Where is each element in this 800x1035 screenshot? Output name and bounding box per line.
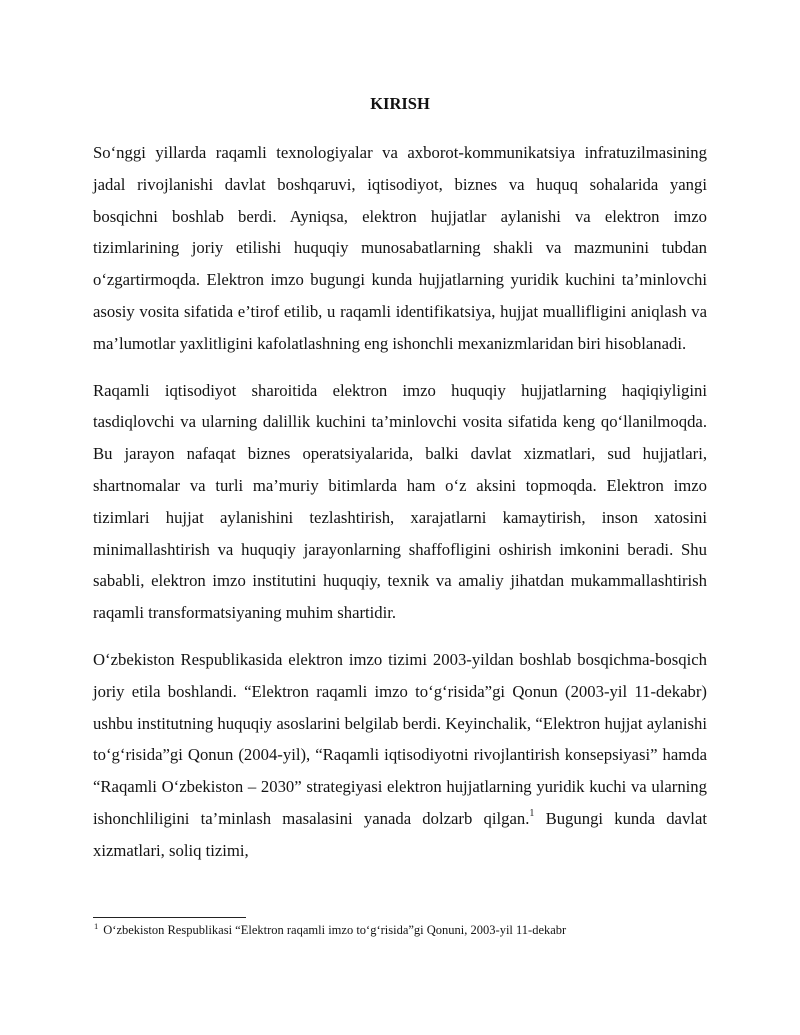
body-text [93, 137, 707, 882]
paragraph-2: Raqamli iqtisodiyot sharoitida elektron imzo huquqiy hujjatlarning haqiqiyligini tasdiqlovchi va ularning dalillik kuchini ta’minlovchi vosita sifatida keng qo‘llanilmoqda. Bu jarayon nafaqat biznes operatsiyalarida, balki davlat xizmatlari, sud hujjatlari, shartnomalar va turli ma’muriy bitimlarda ham o‘z aksini topmoqda. Elektron imzo tizimlari hujjat aylanishini tezlashtirish, xarajatlarni kamaytirish, inson xatosini minimallashtirish va huquqiy jarayonlarning shaffofligini oshirish imkonini beradi. Shu sababli, elektron imzo institutini huquqiy, texnik va amaliy jihatdan mukammallashtirish raqamli transformatsiyaning muhim shartidir. [93, 380, 707, 623]
footnote-reference[interactable]: 1 [529, 808, 535, 820]
paragraph-3-text-after: Bugungi kunda davlat xizmatlari, soliq tizimi, [93, 808, 707, 860]
paragraph-3 [93, 644, 707, 867]
footnote-separator [93, 917, 246, 918]
paragraph-3-text-before: O‘zbekiston Respublikasida elektron imzo tizimi 2003-yildan boshlab bosqichma-bosqich joriy etila boshlandi. “Elektron raqamli imzo to‘g‘risida”gi Qonun (2003-yil 11-dekabr) ushbu institutning huquqiy asoslarini belgilab berdi. Keyinchalik, “Elektron hujjat aylanishi to‘g‘risida”gi Qonun (2004-yil), “Raqamli iqtisodiyotni rivojlantirish konsepsiyasi” hamda “Raqamli O‘zbekiston – 2030” strategiyasi elektron hujjatlarning yuridik kuchi va ularning ishonchliligini ta’minlash masalasini yanada dolzarb qilgan. [93, 649, 707, 828]
footnote [93, 922, 707, 938]
section-title: KIRISH [370, 94, 430, 113]
footnote-marker: 1 [94, 920, 99, 931]
document-page [93, 0, 707, 1035]
paragraph-1: So‘nggi yillarda raqamli texnologiyalar va axborot-kommunikatsiya infratuzilmasining jadal rivojlanishi davlat boshqaruvi, iqtisodiyot, biznes va huquq sohalarida yangi bosqichni boshlab berdi. Ayniqsa, elektron hujjatlar aylanishi va elektron imzo tizimlarining joriy etilishi huquqiy munosabatlarning shakli va mazmunini tubdan o‘zgartirmoqda. Elektron imzo bugungi kunda hujjatlarning yuridik kuchini ta’minlovchi asosiy vosita sifatida e’tirof etilib, u raqamli identifikatsiya, hujjat muallifligini aniqlash va ma’lumotlar yaxlitligini kafolatlashning eng ishonchli mexanizmlaridan biri hisoblanadi. [93, 143, 707, 353]
footnote-text: O‘zbekiston Respublikasi “Elektron raqamli imzo to‘g‘risida”gi Qonuni, 2003-yil 11-dekabr [103, 923, 567, 937]
